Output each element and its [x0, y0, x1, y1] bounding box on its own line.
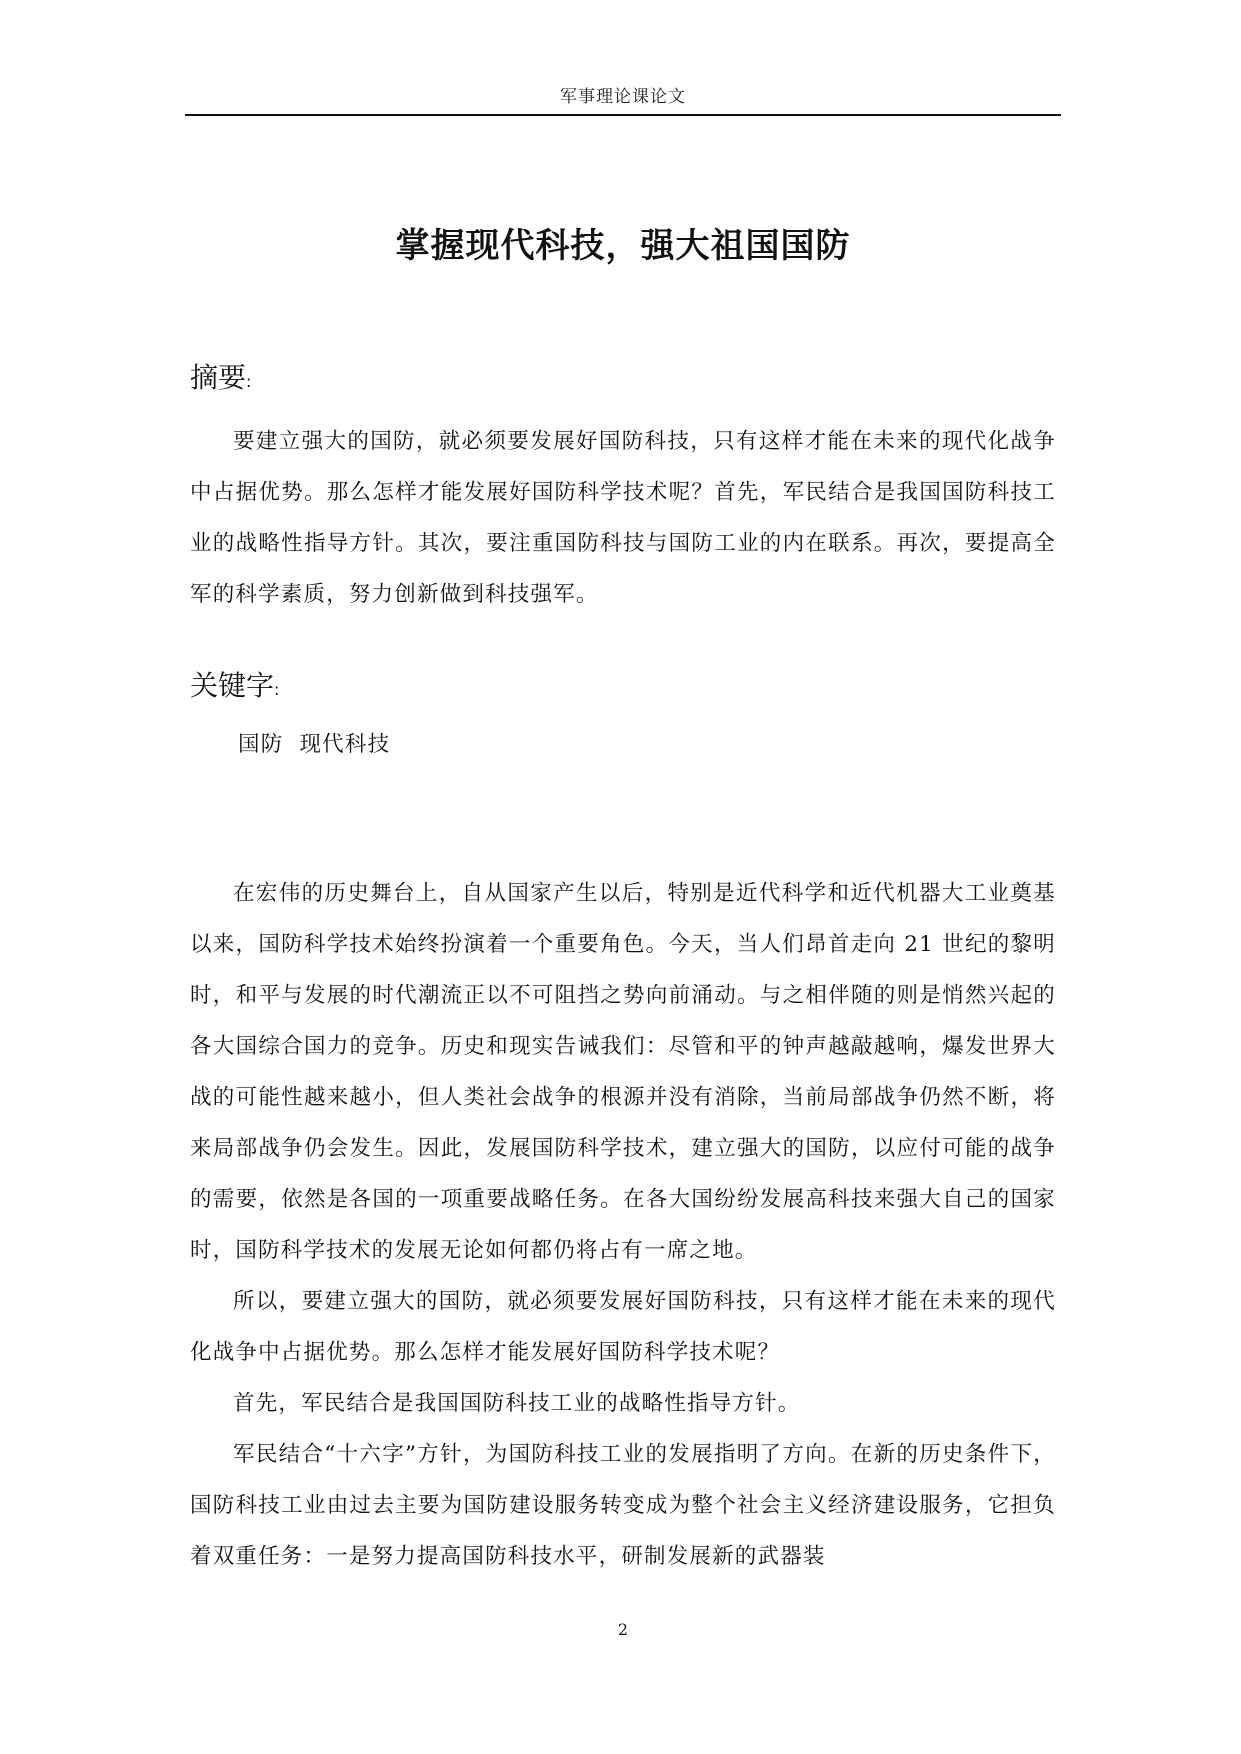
abstract-heading-text: 摘要 [190, 361, 247, 394]
abstract-heading-colon: : [246, 372, 252, 391]
body-paragraph-4: 军民结合“十六字”方针，为国防科技工业的发展指明了方向。在新的历史条件下，国防科技工业由过去主要为国防建设服务转变成为整个社会主义经济建设服务，它担负着双重任务：一是努力提高国防科技水平，研制发展新的武器装 [190, 1442, 1056, 1569]
keywords-heading-colon: : [274, 680, 280, 699]
header-rule [185, 114, 1061, 116]
keywords-heading [190, 668, 279, 708]
body-paragraph-1: 在宏伟的历史舞台上，自从国家产生以后，特别是近代科学和近代机器大工业奠基以来，国防科学技术始终扮演着一个重要角色。今天，当人们昂首走向 21 世纪的黎明时，和平与发展的时代潮流正以不可阻挡之势向前涌动。与之相伴随的则是悄然兴起的各大国综合国力的竞争。历史和现实告诫我们：尽管和平的钟声越敲越响，爆发世界大战的可能性越来越小，但人类社会战争的根源并没有消除，当前局部战争仍然不断，将来局部战争仍会发生。因此，发展国防科学技术，建立强大的国防，以应付可能的战争的需要，依然是各国的一项重要战略任务。在各大国纷纷发展高科技来强大自己的国家时，国防科学技术的发展无论如何都仍将占有一席之地。 [190, 881, 1056, 1263]
main-body [190, 868, 1056, 1582]
keywords-list: 国防 现代科技 [238, 732, 391, 757]
document-title: 掌握现代科技，强大祖国国防 [395, 226, 851, 266]
running-header: 军事理论课论文 [560, 87, 686, 107]
keywords-heading-text: 关键字 [190, 669, 275, 702]
abstract-body [190, 416, 1056, 620]
page-number: 2 [617, 1620, 629, 1639]
abstract-heading [190, 360, 251, 400]
abstract-paragraph: 要建立强大的国防，就必须要发展好国防科技，只有这样才能在未来的现代化战争中占据优势。那么怎样才能发展好国防科学技术呢？首先，军民结合是我国国防科技工业的战略性指导方针。其次，要注重国防科技与国防工业的内在联系。再次，要提高全军的科学素质，努力创新做到科技强军。 [190, 429, 1056, 607]
body-paragraph-3: 首先，军民结合是我国国防科技工业的战略性指导方针。 [233, 1391, 801, 1416]
body-paragraph-2: 所以，要建立强大的国防，就必须要发展好国防科技，只有这样才能在未来的现代化战争中占据优势。那么怎样才能发展好国防科学技术呢？ [190, 1289, 1056, 1365]
